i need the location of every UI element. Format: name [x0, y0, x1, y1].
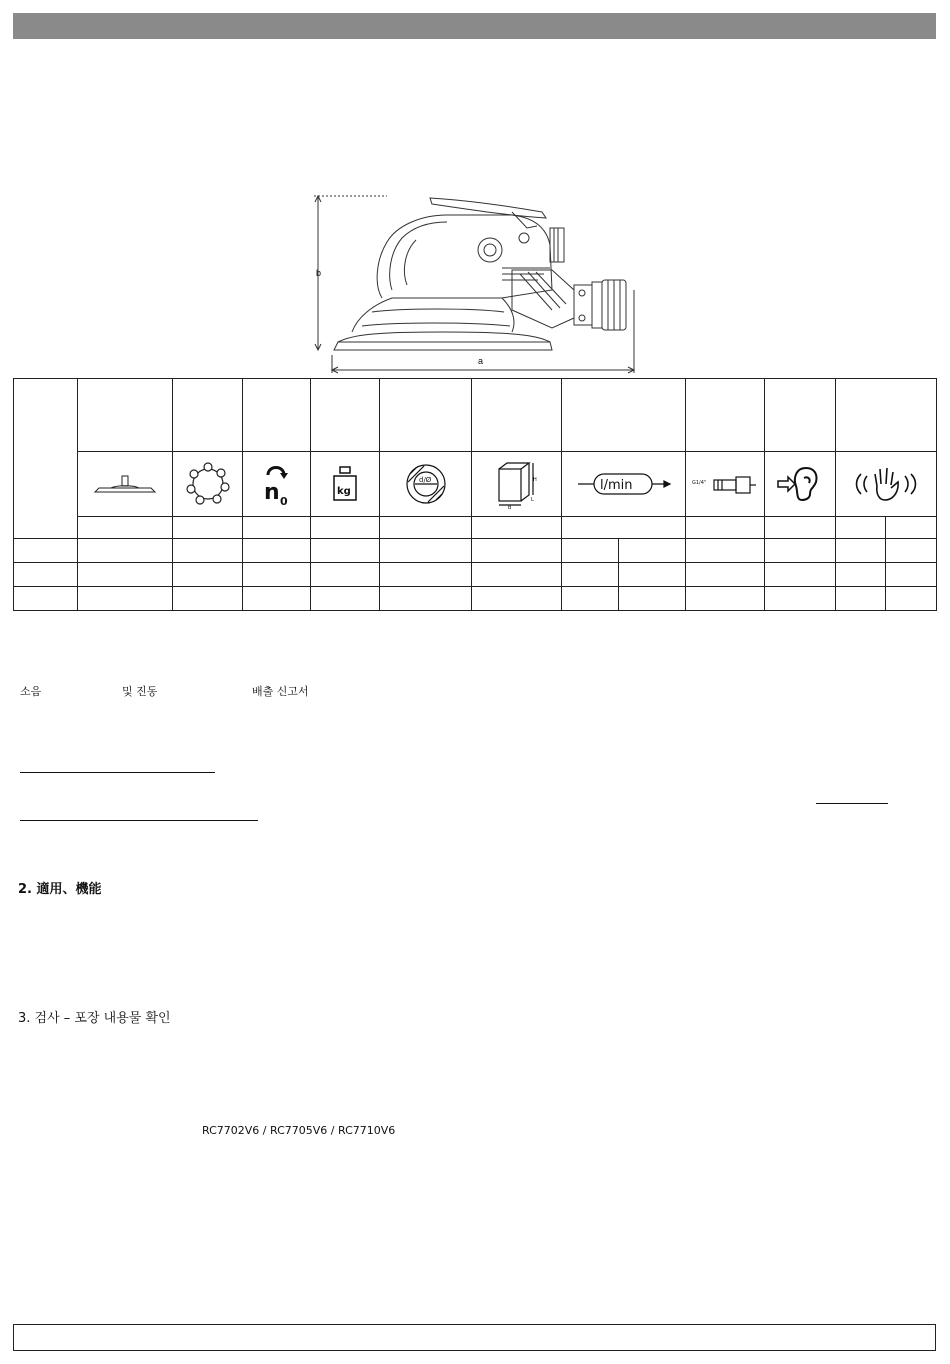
table-row [14, 563, 937, 587]
underline-rule [20, 772, 215, 773]
speed-subscript: 0 [279, 495, 288, 507]
free-speed-icon [260, 461, 294, 507]
noise-label: 소음 [20, 685, 42, 698]
table-row [14, 587, 937, 611]
hose-symbol: d/Ø [418, 476, 431, 484]
pad-icon [93, 472, 157, 496]
dim-h-symbol: H [532, 477, 537, 483]
model-list: RC7702V6 / RC7705V6 / RC7710V6 [202, 1124, 396, 1137]
table-header-row [14, 379, 937, 452]
hose-diameter-icon [404, 462, 448, 506]
section-3-heading: 3. 검사 – 포장 내용물 확인 [18, 1011, 171, 1026]
air-consumption-symbol: l/min [599, 478, 633, 493]
speed-symbol: n [263, 480, 280, 505]
table-icon-row [14, 452, 937, 517]
section-2-heading: 2. 適用、機能 [18, 882, 102, 897]
random-orbital-sander-drawing [312, 190, 642, 375]
underline-rule [816, 803, 888, 804]
footer-box [13, 1324, 936, 1351]
air-consumption-icon [576, 469, 672, 499]
underline-rule [20, 820, 258, 821]
air-inlet-symbol: G1/4" [692, 480, 707, 486]
air-inlet-icon [692, 472, 758, 496]
declaration-label: 배출 신고서 [252, 685, 309, 698]
vibration-label: 및 진동 [122, 685, 158, 698]
model-header-cell [14, 379, 78, 539]
dim-b-symbol: B [507, 505, 511, 509]
specification-table [13, 378, 937, 611]
dim-l-symbol: L [530, 497, 534, 503]
table-unit-row [14, 517, 937, 539]
orbit-icon [185, 461, 231, 507]
table-row [14, 539, 937, 563]
dimension-b-label: b [316, 268, 322, 278]
weight-icon [330, 464, 360, 504]
noise-icon [776, 464, 824, 504]
weight-symbol: kg [337, 486, 351, 497]
tool-drawing [312, 190, 642, 375]
vibration-icon [851, 464, 921, 504]
dimension-a-label: a [478, 356, 484, 366]
header-bar [13, 13, 936, 39]
dimensions-icon [495, 459, 539, 509]
